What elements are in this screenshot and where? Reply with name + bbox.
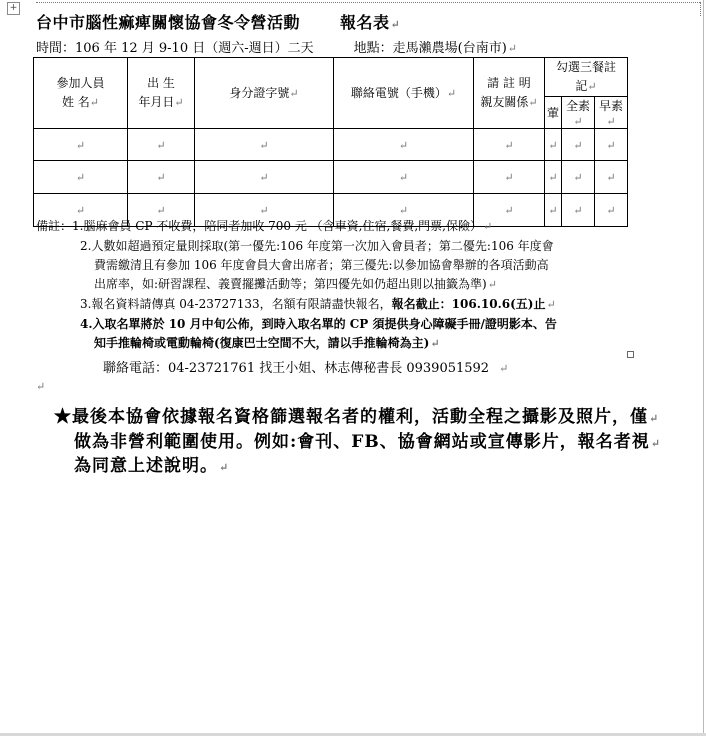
text-anchor-square-icon [627,351,634,358]
statement-line-3: 為同意上述說明。↵ [74,456,230,476]
participant-name-cell[interactable]: ↵ [34,129,128,161]
contact-phone-line: 聯絡電話：04-23721761 找王小姐、林志傳秘書長 0939051592 ↵ [103,361,509,376]
id-number-cell[interactable]: ↵ [195,161,334,194]
registration-table [33,57,628,227]
phone-cell[interactable]: ↵ [334,161,474,194]
note-2-line-2: 費需繳清且有參加 106 年度會員大會出席者；第三優先:以參加協會舉辦的各項活動高 [94,258,549,272]
table-row [34,161,628,194]
relationship-cell[interactable]: ↵ [474,161,545,194]
event-location: 地點：走馬瀨農場(台南市) [353,41,507,56]
meal-breakfast-veg-cell[interactable]: ↵ [595,161,628,194]
id-number-cell[interactable]: ↵ [195,194,334,227]
meal-vegan-cell[interactable]: ↵ [562,194,595,227]
empty-paragraph-mark-icon: ↵ [36,380,46,393]
note-3: 3.報名資料請傳真 04-23727133，名額有限請盡快報名，報名截止：106.10.6(五)止↵ [80,297,556,311]
phone-cell[interactable]: ↵ [334,129,474,161]
header-birth-date: 出 生 年月日↵ [128,58,195,129]
title-event-name: 台中市腦性痲痺關懷協會冬令營活動 [36,13,301,32]
note-2-line-1: 2.人數如超過預定量則採取(第一優先:106 年度第一次加入會員者；第二優先:106 年度會 [80,239,554,253]
note-4-line-2: 知手推輪椅或電動輪椅(復康巴士空間不大，請以手推輪椅為主)↵ [94,336,440,350]
page-edge [703,0,704,736]
meal-vegan-cell[interactable]: ↵ [562,161,595,194]
paragraph-mark-icon: ↵ [507,42,517,55]
meal-breakfast-veg-cell[interactable]: ↵ [595,129,628,161]
meal-vegan-cell[interactable]: ↵ [562,129,595,161]
meal-meat-cell[interactable]: ↵ [545,161,562,194]
statement-line-1: ★最後本協會依據報名資格篩選報名者的權利，活動全程之攝影及照片，僅↵ [54,407,660,427]
registration-deadline: 報名截止：106.10.6(五)止 [391,297,546,311]
header-contact-phone: 聯絡電號（手機）↵ [334,58,474,129]
page-margin-guide-right [700,2,701,16]
meal-option-breakfast-veg: 早素↵ [595,97,628,129]
participant-name-cell[interactable]: ↵ [34,161,128,194]
note-2-line-3: 出席率，如:研習課程、義賣擺攤活動等；第四優先如仍超出則以抽籤為準)↵ [94,277,497,291]
meal-option-meat: 葷 [545,97,562,129]
participant-name-cell[interactable]: ↵ [34,194,128,227]
birth-date-cell[interactable]: ↵ [128,129,195,161]
note-4-line-1: 4.入取名單將於 10 月中旬公佈，到時入取名單的 CP 須提供身心障礙手冊/證明影本、告 [80,317,557,331]
meal-option-vegan: 全素↵ [562,97,595,129]
birth-date-cell[interactable]: ↵ [128,194,195,227]
relationship-cell[interactable]: ↵ [474,194,545,227]
meal-meat-cell[interactable]: ↵ [545,129,562,161]
title-form-name: 報名表 [340,13,390,32]
page-margin-guide-top [36,2,700,3]
statement-line-2: 做為非營利範圍使用。例如:會刊、FB、協會網站或宣傳影片，報名者視↵ [74,432,661,452]
paragraph-mark-icon: ↵ [390,18,401,31]
page-title [36,10,400,33]
event-info-line [36,37,517,56]
meal-breakfast-veg-cell[interactable]: ↵ [595,194,628,227]
meal-meat-cell[interactable]: ↵ [545,194,562,227]
table-move-handle-icon[interactable]: + [7,2,20,15]
id-number-cell[interactable]: ↵ [195,129,334,161]
table-row [34,129,628,161]
header-id-number: 身分證字號↵ [195,58,334,129]
event-time: 時間：106 年 12 月 9-10 日（週六-週日）二天 [36,41,314,56]
birth-date-cell[interactable]: ↵ [128,161,195,194]
header-relationship: 請 註 明 親友關係↵ [474,58,545,129]
phone-cell[interactable]: ↵ [334,194,474,227]
header-participant-name: 參加人員 姓 名↵ [34,58,128,129]
header-meal-selection: 勾選三餐註 記↵ [545,58,628,97]
relationship-cell[interactable]: ↵ [474,129,545,161]
note-1: 備註：1.腦麻會員 CP 不收費，陪同者加收 700 元 （含車資,住宿,餐費,門票,保險）↵ [36,219,493,233]
